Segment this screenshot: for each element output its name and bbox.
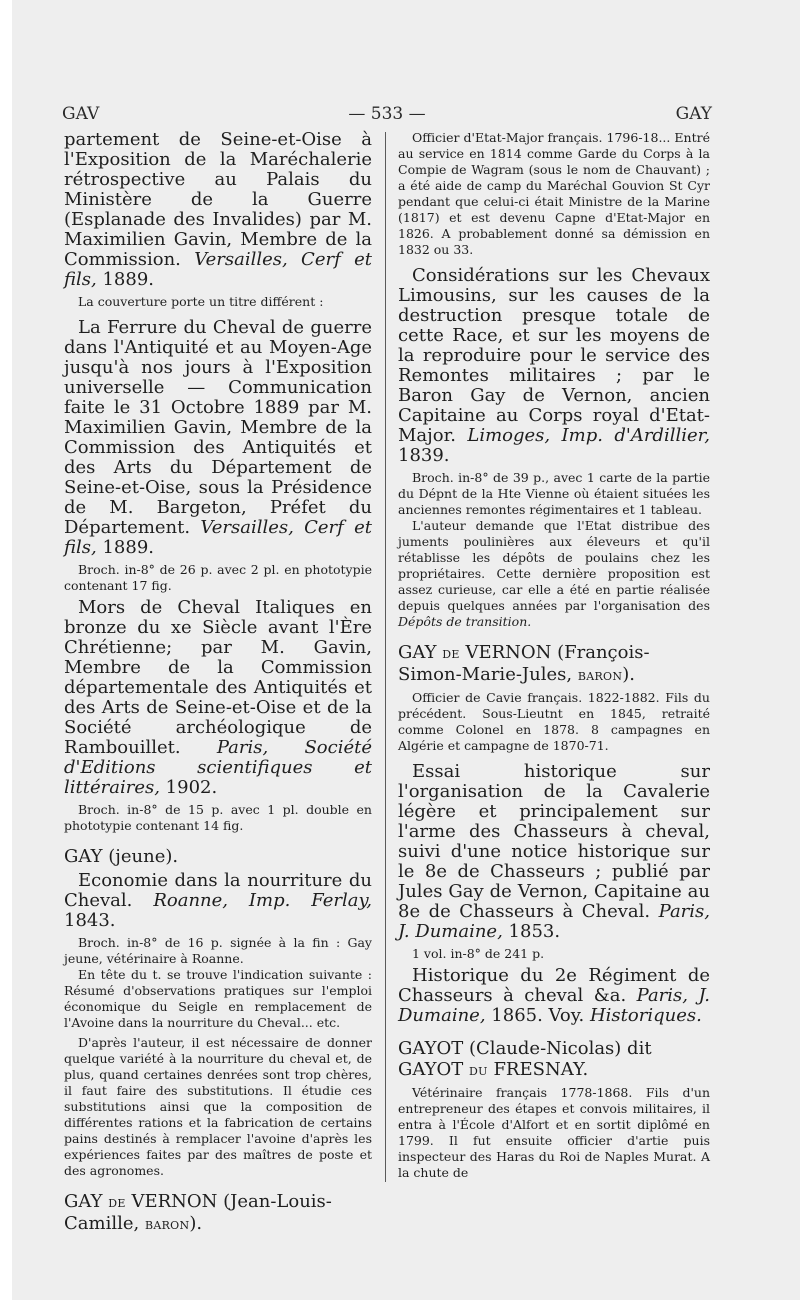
note-paragraph: Officier de Cavie français. 1822-1882. Fils du précédent. Sous-Lieutnt en 1845, retraité comme Colonel en 1878. 8 campagnes en Algérie et campagne de 1870-71. xyxy=(398,690,710,753)
entry-paragraph: Considérations sur les Chevaux Limousins, sur les causes de la destruction presque totale de cette Race, et sur les moyens de la reproduire pour le service des Remontes militaires ; par le Baron Gay de Vernon, ancien Capitaine au Corps royal d'Etat-Major. Limoges, Imp. d'Ardillier, 1839. xyxy=(398,265,710,466)
entry-paragraph: La Ferrure du Cheval de guerre dans l'Antiquité et au Moyen-Age jusqu'à nos jours à l'Exposition universelle — Communication faite le 31 Octobre 1889 par M. Maximilien Gavin, Membre de la Commission des Antiquités et des Arts du Département de Seine-et-Oise, sous la Présidence de M. Bargeton, Préfet du Département. Versailles, Cerf et fils, 1889. xyxy=(64,317,372,558)
running-header xyxy=(62,104,712,130)
left-column xyxy=(64,130,372,1235)
entry-paragraph: partement de Seine-et-Oise à l'Exposition de la Maréchalerie rétrospective au Palais du Ministère de la Guerre (Esplanade des Invalides) par M. Maximilien Gavin, Membre de la Commission. Versailles, Cerf et fils, 1889. xyxy=(64,129,372,290)
header-right-word: GAY xyxy=(675,104,712,124)
entry-heading: GAY de VERNON (Jean-Louis-Camille, baron). xyxy=(64,1191,332,1234)
header-left-word: GAV xyxy=(62,104,100,124)
note-paragraph: Broch. in-8° de 15 p. avec 1 pl. double en phototypie contenant 14 fig. xyxy=(64,802,372,833)
note-paragraph: La couverture porte un titre différent : xyxy=(78,294,324,309)
note-paragraph: L'auteur demande que l'Etat distribue des juments poulinières aux éleveurs et qu'il rétablisse les dépôts de poulains chez les propriétaires. Cette dernière proposition est assez curieuse, car elle a été en partie réalisée depuis quelques années par l'organisation des Dépôts de transition. xyxy=(398,518,710,629)
note-paragraph: Broch. in-8° de 26 p. avec 2 pl. en phototypie contenant 17 fig. xyxy=(64,562,372,593)
note-paragraph: En tête du t. se trouve l'indication suivante : Résumé d'observations pratiques sur l'emploi économique du Seigle en remplacement de l'Avoine dans la nourriture du Cheval... etc. xyxy=(64,967,372,1030)
entry-paragraph: Essai historique sur l'organisation de la Cavalerie légère et principalement sur l'arme des Chasseurs à cheval, suivi d'une notice historique sur le 8e de Chasseurs ; publié par Jules Gay de Vernon, Capitaine au 8e de Chasseurs à Cheval. Paris, J. Dumaine, 1853. xyxy=(398,761,710,942)
book-page xyxy=(12,0,800,1300)
note-paragraph: Vétérinaire français 1778-1868. Fils d'un entrepreneur des étapes et convois militaires, il entra à l'École d'Alfort et en sortit diplômé en 1799. Il fut ensuite officier d'artie puis inspecteur des Haras du Roi de Naples Murat. A la chute de xyxy=(398,1085,710,1180)
note-paragraph: Officier d'Etat-Major français. 1796-18... Entré au service en 1814 comme Garde du Corps à la Compie de Wagram (sous le nom de Chauvant) ; a été aide de camp du Maréchal Gouvion St Cyr pendant que celui-ci était Ministre de la Marine (1817) et est devenu Capne d'Etat-Major en 1826. A probablement donné sa démission en 1832 ou 33. xyxy=(398,130,710,257)
column-divider xyxy=(385,132,386,1182)
entry-heading: GAY de VERNON (François-Simon-Marie-Jules, baron). xyxy=(398,642,650,685)
right-column xyxy=(398,130,710,1181)
note-paragraph: D'après l'auteur, il est nécessaire de donner quelque variété à la nourriture du cheval et, de plus, quand certaines denrées sont trop chères, il faut faire des substitutions. Il étudie ces substitutions ainsi que la composition de différentes rations et la fabrication de certains pains destinés à remplacer l'avoine d'après les expériences faites par des maîtres de poste et des agronomes. xyxy=(64,1035,372,1178)
note-paragraph: Broch. in-8° de 16 p. signée à la fin : Gay jeune, vétérinaire à Roanne. xyxy=(64,935,372,966)
entry-heading: GAYOT (Claude-Nicolas) dit GAYOT du FRESNAY. xyxy=(398,1038,652,1080)
note-paragraph: Broch. in-8° de 39 p., avec 1 carte de la partie du Dépnt de la Hte Vienne où étaient situées les anciennes remontes régimentaires et 1 tableau. xyxy=(398,470,710,517)
entry-heading: GAY (jeune). xyxy=(64,846,179,867)
entry-paragraph: Historique du 2e Régiment de Chasseurs à cheval &a. Paris, J. Dumaine, 1865. Voy. Historiques. xyxy=(398,965,710,1026)
entry-paragraph: Mors de Cheval Italiques en bronze du xe Siècle avant l'Ère Chrétienne; par M. Gavin, Membre de la Commission départementale des Antiquités et des Arts de Seine-et-Oise et de la Société archéologique de Rambouillet. Paris, Société d'Editions scientifiques et littéraires, 1902. xyxy=(64,597,372,798)
note-paragraph: 1 vol. in-8° de 241 p. xyxy=(412,946,545,961)
entry-paragraph: Economie dans la nourriture du Cheval. Roanne, Imp. Ferlay, 1843. xyxy=(64,870,372,931)
page-number: — 533 — xyxy=(348,104,426,124)
